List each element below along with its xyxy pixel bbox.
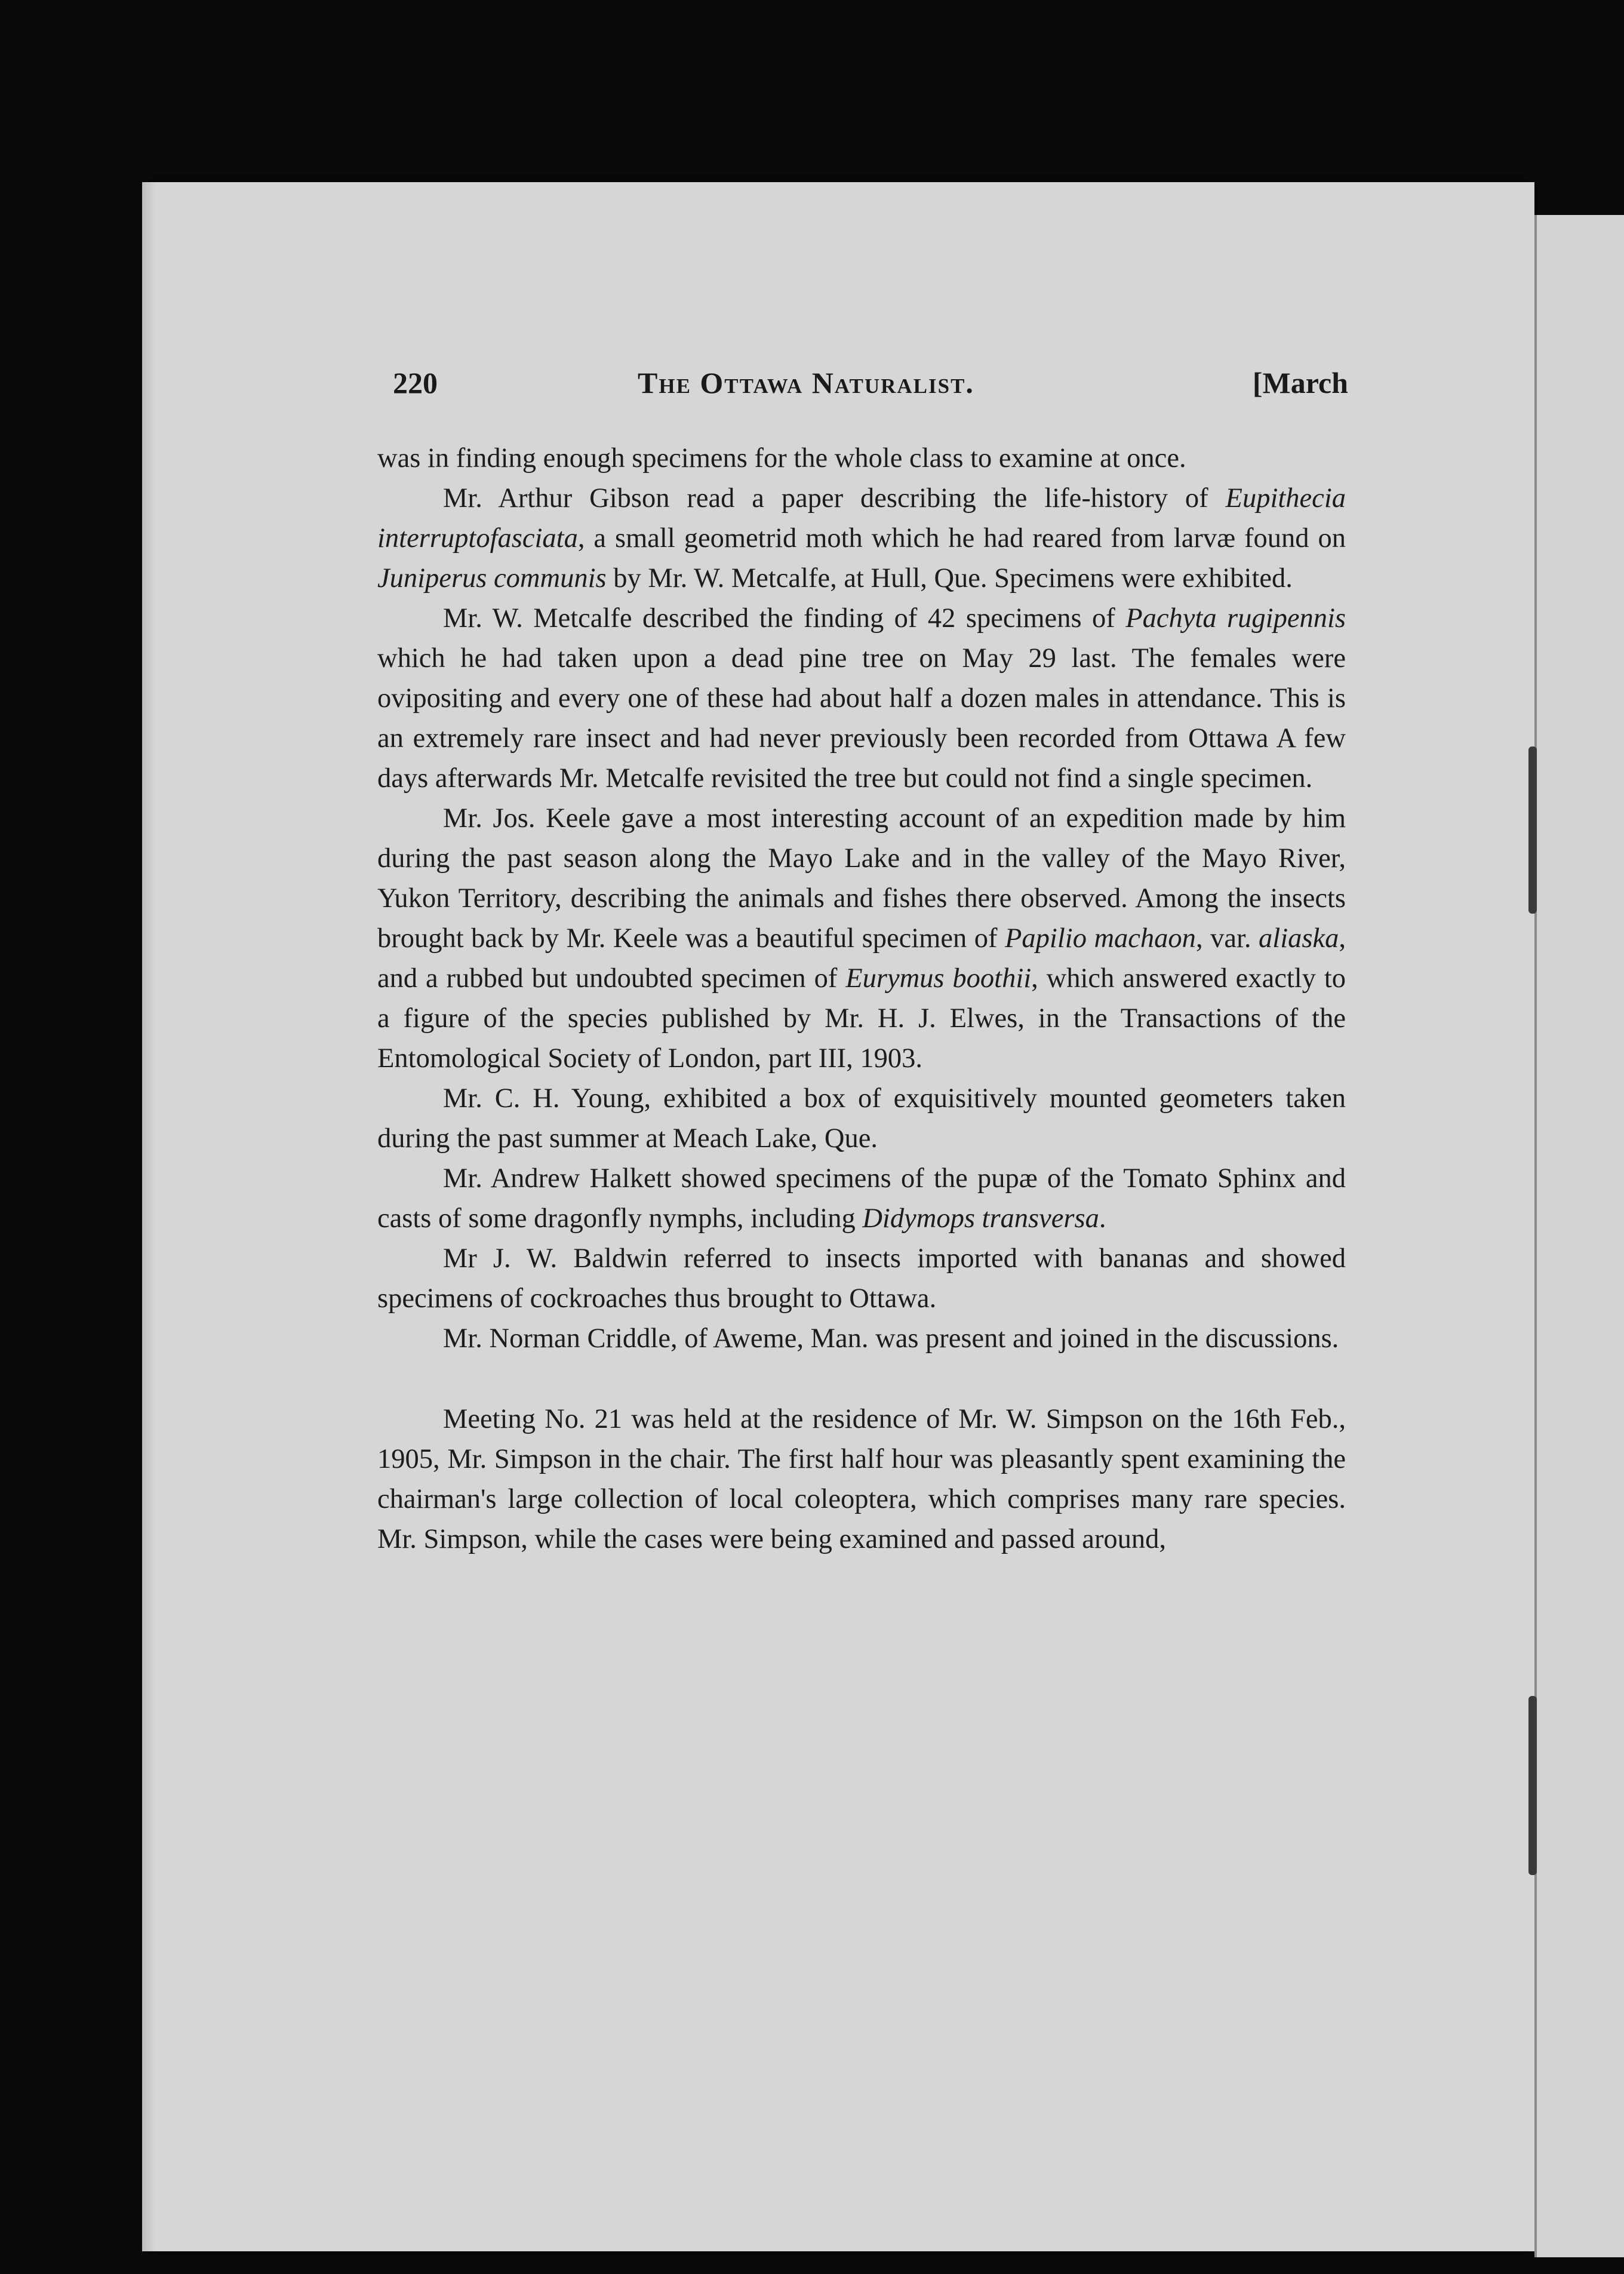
text-run: by Mr. W. Metcalfe, at Hull, Que. Specimens were exhibited. [606,563,1293,594]
page-number: 220 [393,366,438,400]
paragraph-young: Mr. C. H. Young, exhibited a box of exquisitively mounted geometers taken during the past summer at Meach Lake, Que. [377,1083,1346,1154]
species-name: Juniperus communis [377,563,607,594]
text-run: Mr. W. Metcalfe described the finding of 42 specimens of [443,603,1126,634]
text-run: Mr. Andrew Halkett showed specimens of the pupæ of the Tomato Sphinx and casts of some dragonfly nymphs, including [377,1163,1346,1234]
species-name: Eupithecia interruptofasciata [377,483,1346,554]
journal-title: The Ottawa Naturalist. [638,366,974,400]
binding-clip-top [1528,746,1537,914]
paragraph-baldwin: Mr J. W. Baldwin referred to insects imported with bananas and showed specimens of cockroaches thus brought to Ottawa. [377,1243,1346,1314]
text-run: , which answered exactly to a figure of the species published by Mr. H. J. Elwes, in the Transactions of the Entomological Society of London, part III, 1903. [377,963,1346,1074]
text-run: which he had taken upon a dead pine tree on May 29 last. The females were ovipositing and every one of these had about half a dozen males in attendance. This is an extremely rare insect and had never previously been recorded from Ottawa A few days afterwards Mr. Metcalfe revisited the tree but could not find a single specimen. [377,643,1346,794]
paragraph-meeting-21: Meeting No. 21 was held at the residence of Mr. W. Simpson on the 16th Feb., 1905, Mr. Simpson in the chair. The first half hour was pleasantly spent examining the chairman's large collection of local coleoptera, which comprises many rare species. Mr. Simpson, while the cases were being examined and passed around, [377,1404,1346,1554]
paragraph-gibson [377,478,1346,598]
species-name: aliaska [1259,923,1339,954]
paragraph-criddle: Mr. Norman Criddle, of Aweme, Man. was present and joined in the discussions. [443,1323,1339,1354]
text-run: , var. [1195,923,1259,954]
paragraph-metcalfe [377,598,1346,798]
paragraph-continuation: was in finding enough specimens for the whole class to examine at once. [377,443,1186,474]
issue-month: [March [1252,366,1348,400]
article-body [377,438,1346,1559]
species-name: Pachyta rugipennis [1125,603,1346,634]
text-run: Mr. Arthur Gibson read a paper describing the life-history of [443,483,1226,514]
paragraph-keele [377,798,1346,1078]
species-name: Eurymus boothii [845,963,1032,994]
species-name: Didymops transversa [862,1203,1099,1234]
facing-page-edge [1534,215,1624,2257]
text-run: , and a rubbed but undoubted specimen of [377,923,1346,994]
text-run: Mr. Jos. Keele gave a most interesting account of an expedition made by him during the past season along the Mayo Lake and in the valley of the Mayo River, Yukon Territory, describing the animals and fishes there observed. Among the insects brought back by Mr. Keele was a beautiful specimen of [377,803,1346,954]
binding-clip-bottom [1528,1696,1537,1875]
running-header [393,365,1348,407]
text-run: . [1099,1203,1106,1234]
species-name: Papilio machaon [1005,923,1196,954]
paragraph-halkett [377,1158,1346,1239]
text-run: , a small geometrid moth which he had reared from larvæ found on [577,523,1346,554]
